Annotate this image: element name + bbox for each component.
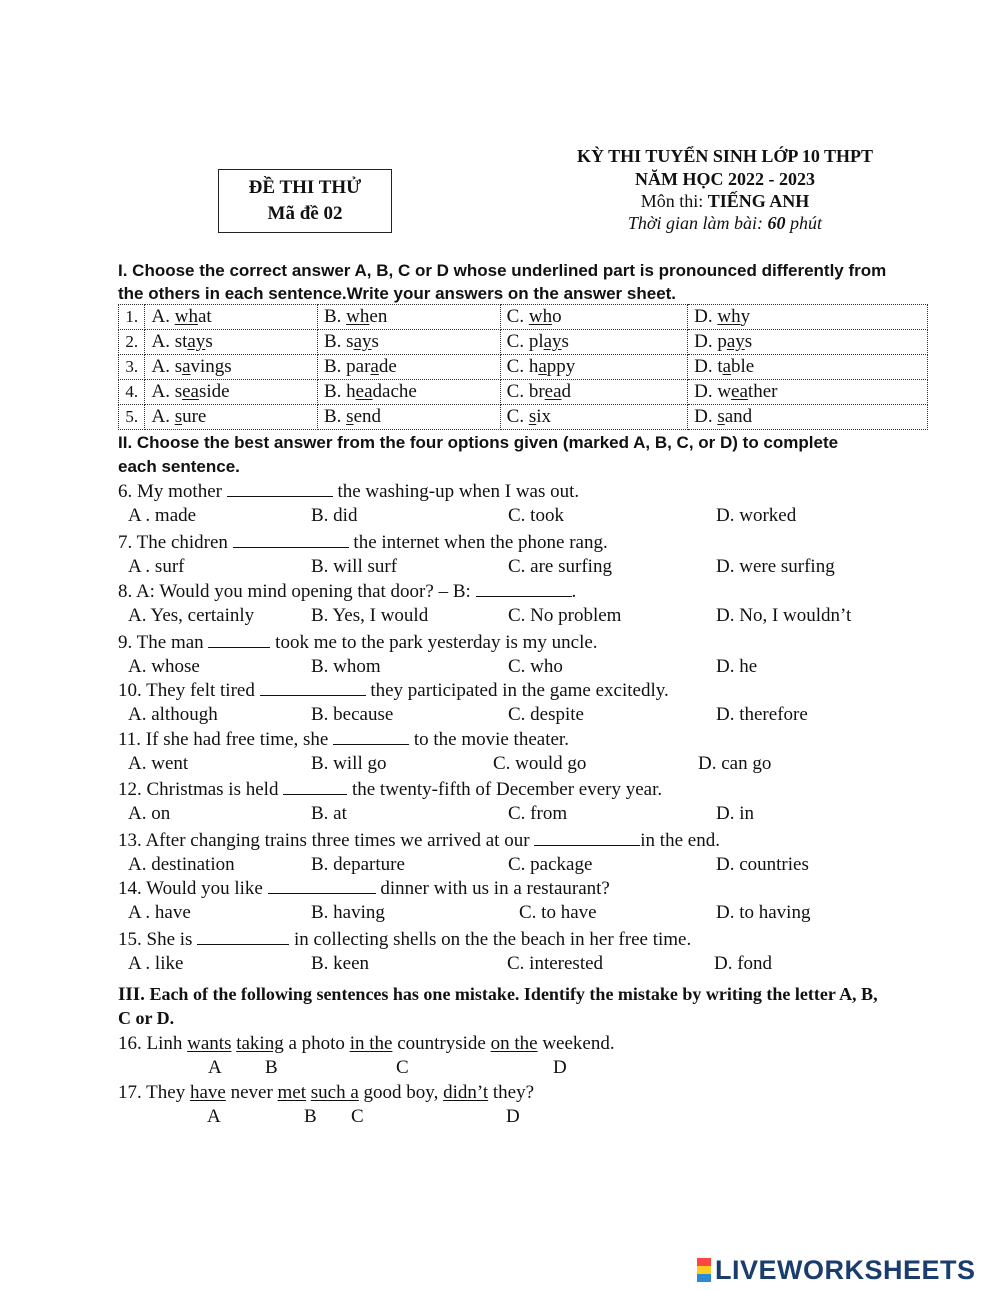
option-b: B. says — [317, 330, 500, 355]
q13-option-d: D. countries — [716, 854, 809, 875]
option-d: D. sand — [688, 405, 928, 430]
underlined-sound: a — [370, 356, 379, 377]
question-12: 12. Christmas is held the twenty-fifth of December every year. — [118, 779, 663, 800]
underlined-sound: s — [717, 406, 725, 427]
time-line: Thời gian làm bài: 60 phút — [627, 213, 823, 233]
q6-option-c: C. took — [508, 505, 564, 526]
underlined-sound: w — [528, 306, 543, 327]
q10-option-b: B. because — [311, 704, 394, 725]
q17-part-c: such a — [310, 1082, 359, 1103]
option-d: D. weather — [688, 380, 928, 405]
option-c: C. bread — [500, 380, 687, 405]
pronunciation-row — [119, 355, 928, 380]
answer-blank — [233, 531, 349, 548]
q11-option-a: A. went — [128, 753, 189, 774]
q10-option-d: D. therefore — [716, 704, 808, 725]
underlined-sound: s — [528, 406, 537, 427]
q9-option-b: B. whom — [311, 656, 381, 677]
question-16: 16. Linh wants taking a photo in the countryside on the weekend. — [118, 1033, 615, 1054]
liveworksheets-logo: LIVEWORKSHEETS — [697, 1255, 976, 1286]
q13-option-c: C. package — [508, 854, 593, 875]
q15-option-a: A . like — [128, 953, 184, 974]
question-13: 13. After changing trains three times we arrived at our in the end. — [118, 830, 720, 851]
underlined-sound: a — [722, 356, 732, 377]
option-c: C. who — [500, 305, 687, 330]
q16-part-c: in the — [349, 1033, 393, 1054]
section1-title-line2: the others in each sentence.Write your answers on the answer sheet. — [118, 284, 677, 303]
q10-option-c: C. despite — [508, 704, 584, 725]
option-b: B. parade — [317, 355, 500, 380]
option-d: D. pays — [688, 330, 928, 355]
q6-option-b: B. did — [311, 505, 358, 526]
q16-label-d: D — [553, 1057, 567, 1078]
q8-option-b: B. Yes, I would — [311, 605, 429, 626]
underlined-sound: ea — [182, 381, 199, 402]
underlined-sound: s — [174, 406, 183, 427]
q16-part-a: wants — [187, 1033, 232, 1054]
exam-box-code: Mã đề 02 — [267, 203, 343, 224]
answer-blank — [268, 877, 376, 894]
underlined-sound: ea — [355, 381, 373, 402]
option-b: B. headache — [317, 380, 500, 405]
q8-option-c: C. No problem — [508, 605, 622, 626]
exam-code-box — [218, 169, 392, 233]
school-year: NĂM HỌC 2022 - 2023 — [635, 169, 815, 189]
option-b: B. when — [317, 305, 500, 330]
row-number: 5. — [119, 405, 145, 430]
underlined-sound: ay — [187, 331, 206, 352]
option-a: A. stays — [145, 330, 318, 355]
pronunciation-row — [119, 405, 928, 430]
underlined-sound: w — [174, 306, 189, 327]
q6-option-a: A . made — [128, 505, 197, 526]
q8-option-d: D. No, I wouldn’t — [716, 605, 852, 626]
question-17: 17. They have never met such a good boy, didn’t they? — [118, 1082, 535, 1103]
q16-label-a: A — [208, 1057, 222, 1078]
row-number: 4. — [119, 380, 145, 405]
exam-box-title: ĐỀ THI THỬ — [248, 177, 362, 198]
q11-option-c: C. would go — [493, 753, 587, 774]
section2-title-line1: II. Choose the best answer from the four options given (marked A, B, C, or D) to complete — [118, 433, 839, 452]
q16-part-d: on the — [490, 1033, 538, 1054]
underlined-sound: a — [182, 356, 191, 377]
q17-label-c: C — [351, 1106, 364, 1127]
question-8: 8. A: Would you mind opening that door? – B: . — [118, 581, 577, 602]
q8-option-a: A. Yes, certainly — [128, 605, 255, 626]
section3-title: III. Each of the following sentences has one mistake. Identify the mistake by writing the letter A, B, — [118, 984, 878, 1005]
q9-option-d: D. he — [716, 656, 758, 677]
q11-option-b: B. will go — [311, 753, 387, 774]
answer-blank — [197, 928, 289, 945]
underlined-sound: ay — [353, 331, 372, 352]
underlined-sound: ea — [731, 381, 748, 402]
q17-label-d: D — [506, 1106, 520, 1127]
answer-blank — [283, 778, 347, 795]
underlined-sound: ay — [726, 331, 745, 352]
q12-option-c: C. from — [508, 803, 568, 824]
q14-option-b: B. having — [311, 902, 385, 923]
question-7: 7. The chidren the internet when the phone rang. — [118, 532, 608, 553]
exam-title: KỲ THI TUYỂN SINH LỚP 10 THPT — [576, 146, 874, 166]
liveworksheets-icon — [697, 1258, 711, 1282]
option-a: A. seaside — [145, 380, 318, 405]
option-a: A. what — [145, 305, 318, 330]
question-10: 10. They felt tired they participated in the game excitedly. — [118, 680, 669, 701]
q7-option-d: D. were surfing — [716, 556, 835, 577]
q7-option-b: B. will surf — [311, 556, 398, 577]
subject-line: Môn thi: TIẾNG ANH — [640, 191, 810, 211]
row-number: 2. — [119, 330, 145, 355]
q11-option-d: D. can go — [698, 753, 772, 774]
option-b: B. send — [317, 405, 500, 430]
q17-part-d: didn’t — [443, 1082, 489, 1103]
q13-option-a: A. destination — [128, 854, 235, 875]
question-14: 14. Would you like dinner with us in a restaurant? — [118, 878, 610, 899]
q12-option-a: A. on — [128, 803, 171, 824]
q16-label-c: C — [396, 1057, 409, 1078]
q9-option-a: A. whose — [128, 656, 200, 677]
question-11: 11. If she had free time, she to the movie theater. — [118, 729, 569, 750]
answer-blank — [534, 829, 640, 846]
q15-option-b: B. keen — [311, 953, 370, 974]
pronunciation-table — [118, 304, 928, 430]
option-c: C. plays — [500, 330, 687, 355]
option-c: C. happy — [500, 355, 687, 380]
q10-option-a: A. although — [128, 704, 218, 725]
q15-option-c: C. interested — [507, 953, 604, 974]
q16-part-b: taking — [236, 1033, 284, 1054]
underlined-sound: ay — [543, 331, 562, 352]
option-c: C. six — [500, 405, 687, 430]
q12-option-b: B. at — [311, 803, 347, 824]
row-number: 1. — [119, 305, 145, 330]
underlined-sound: a — [538, 356, 547, 377]
q16-label-b: B — [265, 1057, 278, 1078]
pronunciation-row — [119, 330, 928, 355]
answer-blank — [227, 480, 333, 497]
underlined-sound: w — [346, 306, 360, 327]
option-a: A. sure — [145, 405, 318, 430]
q17-label-b: B — [304, 1106, 317, 1127]
option-a: A. savings — [145, 355, 318, 380]
pronunciation-row — [119, 380, 928, 405]
underlined-sound: s — [346, 406, 354, 427]
question-6: 6. My mother the washing-up when I was out. — [118, 481, 580, 502]
q7-option-c: C. are surfing — [508, 556, 612, 577]
q13-option-b: B. departure — [311, 854, 405, 875]
question-9: 9. The man took me to the park yesterday is my uncle. — [118, 632, 598, 653]
section3-title-line2: C or D. — [118, 1008, 175, 1028]
option-d: D. why — [688, 305, 928, 330]
row-number: 3. — [119, 355, 145, 380]
q17-label-a: A — [207, 1106, 221, 1127]
answer-blank — [208, 631, 270, 648]
q9-option-c: C. who — [508, 656, 563, 677]
option-d: D. table — [688, 355, 928, 380]
question-15: 15. She is in collecting shells on the the beach in her free time. — [118, 929, 692, 950]
pronunciation-row — [119, 305, 928, 330]
q14-option-a: A . have — [128, 902, 191, 923]
q14-option-d: D. to having — [716, 902, 811, 923]
q7-option-a: A . surf — [128, 556, 185, 577]
q12-option-d: D. in — [716, 803, 754, 824]
answer-blank — [260, 679, 366, 696]
section2-title-line2: each sentence. — [118, 457, 240, 476]
q17-part-b: met — [277, 1082, 307, 1103]
underlined-sound: w — [717, 306, 732, 327]
answer-blank — [476, 580, 572, 597]
q6-option-d: D. worked — [716, 505, 797, 526]
q14-option-c: C. to have — [519, 902, 597, 923]
underlined-sound: ea — [544, 381, 562, 402]
section1-title-line1: I. Choose the correct answer A, B, C or D whose underlined part is pronounced differently from — [118, 261, 887, 280]
answer-blank — [333, 728, 409, 745]
q15-option-d: D. fond — [714, 953, 773, 974]
q17-part-a: have — [189, 1082, 226, 1103]
